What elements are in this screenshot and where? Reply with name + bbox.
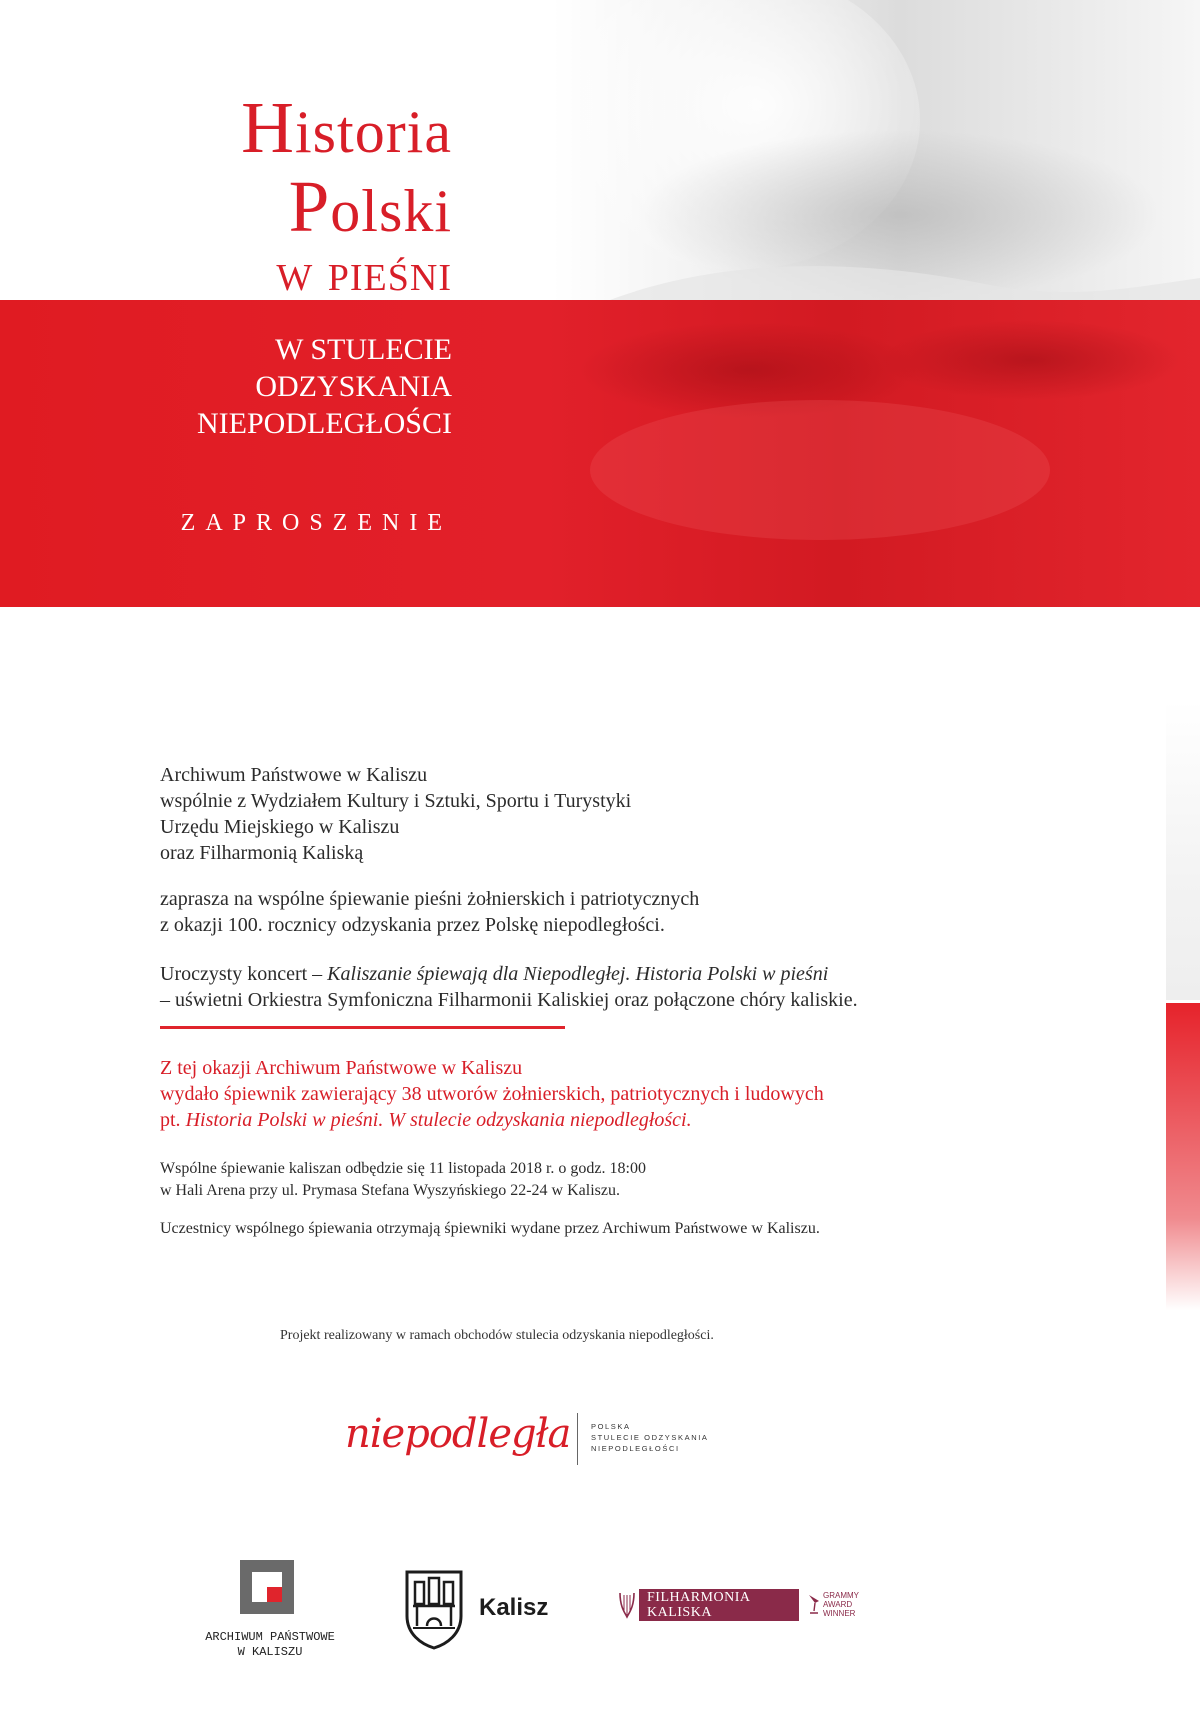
kalisz-logo-text: Kalisz [479,1594,549,1621]
organizer-line: Urzędu Miejskiego w Kaliszu [160,816,400,838]
kalisz-logo [403,1568,563,1653]
organizers-paragraph [160,762,631,866]
niepodlegla-script: niepodległa [345,1411,571,1457]
organizer-line: Archiwum Państwowe w Kaliszu [160,764,428,786]
invitation-paragraph [160,886,699,938]
filharmonia-line: KALISKA [647,1605,712,1620]
filharmonia-line: FILHARMONIA [647,1590,751,1605]
grammy-text [823,1591,859,1618]
grammy-line: WINNER [823,1609,856,1618]
concert-line-1 [160,961,858,987]
organizer-line: oraz Filharmonią Kaliską [160,842,364,864]
title-line-2: Polski [288,166,452,247]
title-line-3-text: w pieśni [276,242,452,302]
archive-logo [200,1560,340,1660]
archive-mark-red [267,1587,282,1602]
grammy-line: AWARD [823,1600,853,1609]
title-line-3 [276,241,452,303]
subtitle-line-1: W STULECIE [275,333,452,366]
hero-red-band [0,300,1200,607]
niepodlegla-caption-line: POLSKA [591,1422,631,1431]
archive-logo-line: W KALISZU [237,1645,303,1659]
filharmonia-logo [617,1587,867,1627]
archive-logo-text [200,1630,340,1660]
organizer-line: wspólnie z Wydziałem Kultury i Sztuki, Sportu i Turystyki [160,790,632,812]
concert-title: Kaliszanie śpiewają dla Niepodległej. Historia Polski w pieśni [327,963,829,985]
songbook-line-1: Z tej okazji Archiwum Państwowe w Kaliszu [160,1057,523,1079]
songbook-line-2: wydało śpiewnik zawierający 38 utworów żołnierskich, patriotycznych i ludowych [160,1083,824,1105]
project-note: Projekt realizowany w ramach obchodów stulecia odzyskania niepodległości. [280,1328,714,1343]
invitation-line: zaprasza na wspólne śpiewanie pieśni żołnierskich i patriotycznych [160,888,700,910]
edge-strip-white [1166,700,1200,1000]
niepodlegla-logo [345,1405,715,1475]
filharmonia-text [647,1590,751,1620]
niepodlegla-separator [577,1413,578,1465]
niepodlegla-caption-line: NIEPODLEGŁOŚCI [591,1444,680,1453]
subtitle-line-2: ODZYSKANIA [255,370,452,403]
niepodlegla-caption [591,1421,709,1454]
songbook-prefix: pt. [160,1109,186,1131]
concert-prefix: Uroczysty koncert – [160,963,328,985]
event-line: Wspólne śpiewanie kaliszan odbędzie się 11 listopada 2018 r. o godz. 18:00 [160,1160,646,1177]
event-line: w Hali Arena przy ul. Prymasa Stefana Wyszyńskiego 22-24 w Kaliszu. [160,1182,620,1199]
hero-white-band [0,0,1200,300]
songbook-title: Historia Polski w pieśni. W stulecie odzyskania niepodległości. [185,1109,692,1131]
niepodlegla-caption-line: STULECIE ODZYSKANIA [591,1433,709,1442]
songbook-paragraph [160,1055,824,1133]
kalisz-crest-icon [403,1568,465,1650]
red-divider [160,1026,565,1029]
hero-banner [0,0,1200,607]
archive-logo-line: ARCHIWUM PAŃSTWOWE [205,1630,335,1644]
grammy-line: GRAMMY [823,1591,859,1600]
filharmonia-lyre-icon [617,1589,637,1619]
title-line-1: Historia [241,87,452,168]
invitation-line: z okazji 100. rocznicy odzyskania przez Polskę niepodległości. [160,914,665,936]
concert-line-2: – uświetni Orkiestra Symfoniczna Filharmonii Kaliskiej oraz połączone chóry kaliskie. [160,989,858,1011]
concert-paragraph [160,961,858,1013]
invitation-label: ZAPROSZENIE [180,510,452,536]
songbook-line-3 [160,1107,824,1133]
filharmonia-badge [639,1589,799,1621]
edge-strip-red [1166,1003,1200,1310]
grammy-badge [807,1591,867,1621]
subtitle-line-3: NIEPODLEGŁOŚCI [197,407,452,440]
participants-note: Uczestnicy wspólnego śpiewania otrzymają śpiewniki wydane przez Archiwum Państwowe w Kaliszu. [160,1220,820,1237]
event-details [160,1158,646,1202]
gramophone-icon [807,1593,821,1615]
